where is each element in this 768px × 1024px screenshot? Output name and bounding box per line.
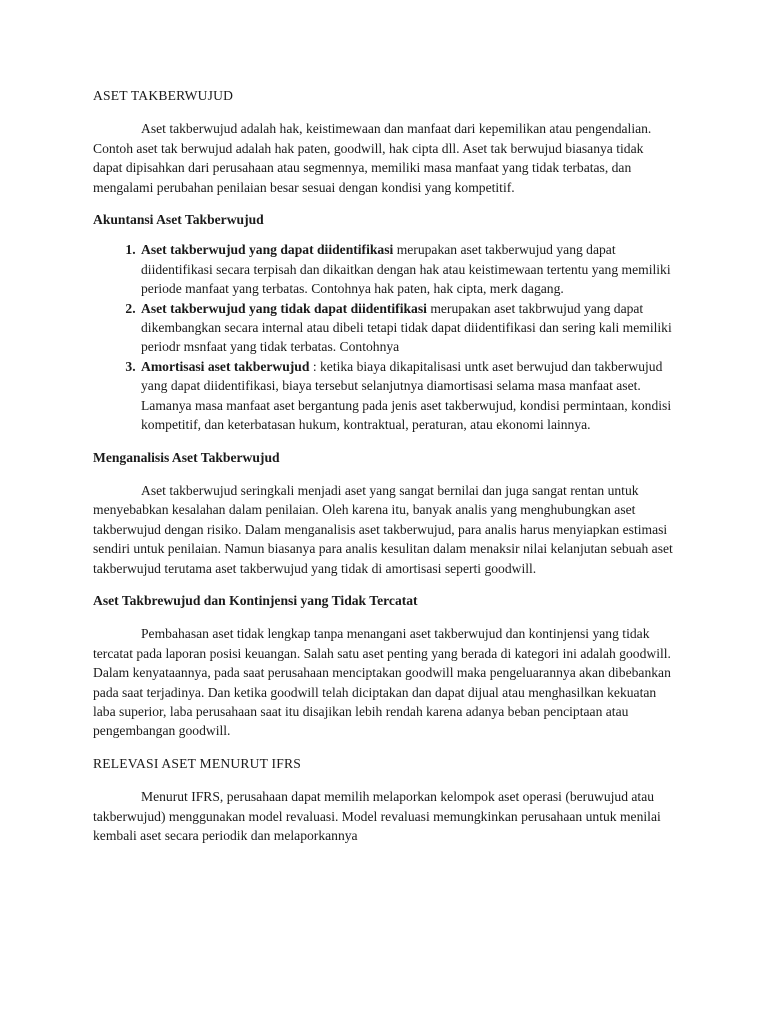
section-heading-kontinjensi: Aset Takbrewujud dan Kontinjensi yang Tidak Tercatat xyxy=(93,592,418,608)
document-title: ASET TAKBERWUJUD xyxy=(93,88,234,103)
list-item-term: Aset takberwujud yang tidak dapat diidentifikasi xyxy=(141,300,427,316)
list-item-term: Aset takberwujud yang dapat diidentifikasi xyxy=(141,242,394,258)
document-page xyxy=(93,86,673,845)
list-item-text: merupakan aset takbrwujud yang dapat dikembangkan secara internal atau dibeli tetapi tidak dapat diidentifikasi dan sering kali memiliki periodr msnfaat yang tidak terbatas. Contohnya xyxy=(141,300,672,355)
section-heading-menganalisis: Menganalisis Aset Takberwujud xyxy=(93,449,280,465)
relevasi-paragraph: Menurut IFRS, perusahaan dapat memilih melaporkan kelompok aset operasi (beruwujud atau takberwujud) menggunakan model revaluasi. Model revaluasi memungkinkan perusahaan untuk menilai kembali aset secara periodik dan melaporkannya xyxy=(93,789,661,843)
list-item-term: Amortisasi aset takberwujud xyxy=(141,358,310,374)
intro-paragraph: Aset takberwujud adalah hak, keistimewaan dan manfaat dari kepemilikan atau pengendalian. Contoh aset tak berwujud adalah hak paten, goodwill, hak cipta dll. Aset tak berwujud biasanya tidak dapat dipisahkan dari perusahaan atau segmennya, memiliki masa manfaat yang tidak terbatas, dan mengalami perubahan penilaian besar sesuai dengan kondisi yang kompetitif. xyxy=(93,121,652,195)
menganalisis-paragraph: Aset takberwujud seringkali menjadi aset yang sangat bernilai dan juga sangat rentan untuk menyebabkan kesalahan dalam penilaian. Oleh karena itu, banyak analis yang menghubungkan aset takberwujud dengan risiko. Dalam menganalisis aset takberwujud, para analis harus menyiapkan estimasi sendiri untuk penilaian. Namun biasanya para analis kesulitan dalam menaksir nilai kelanjutan sebuah aset takberwujud terutama aset takberwujud yang tidak di amortisasi seperti goodwill. xyxy=(93,482,673,576)
section-heading-akuntansi: Akuntansi Aset Takberwujud xyxy=(93,212,264,228)
akuntansi-list xyxy=(93,240,673,434)
list-item-text: merupakan aset takberwujud yang dapat diidentifikasi secara terpisah dan dikaitkan dengan hak atau keistimewaan tertentu yang memiliki periode manfaat yang terbatas. Contohnya hak paten, hak cipta, merk dagang. xyxy=(141,242,671,297)
kontinjensi-paragraph: Pembahasan aset tidak lengkap tanpa menangani aset takberwujud dan kontinjensi yang tidak tercatat pada laporan posisi keuangan. Salah satu aset penting yang berada di kategori ini adalah goodwill. Dalam kenyataannya, pada saat perusahaan menciptakan goodwill maka pengeluarannya akan dibebankan pada saat terjadinya. Dan ketika goodwill telah diciptakan dan dapat dijual atau menghasilkan kekuatan laba superior, laba perusahaan saat itu disajikan lebih rendah karena adanya beban penciptaan atau pengembangan goodwill. xyxy=(93,626,671,739)
list-item-text: : ketika biaya dikapitalisasi untk aset berwujud dan takberwujud yang dapat diidentifikasi, biaya tersebut selanjutnya diamortisasi selama masa manfaat aset. Lamanya masa manfaat aset bergantung pada jenis aset takberwujud, kondisi permintaan, kondisi kompetitif, dan keterbatasan hukum, kontraktual, peraturan, atau ekonomi lainnya. xyxy=(141,358,672,433)
list-item xyxy=(139,299,673,357)
list-item xyxy=(139,240,673,298)
section-heading-relevasi: RELEVASI ASET MENURUT IFRS xyxy=(93,755,302,771)
list-item xyxy=(139,357,673,435)
